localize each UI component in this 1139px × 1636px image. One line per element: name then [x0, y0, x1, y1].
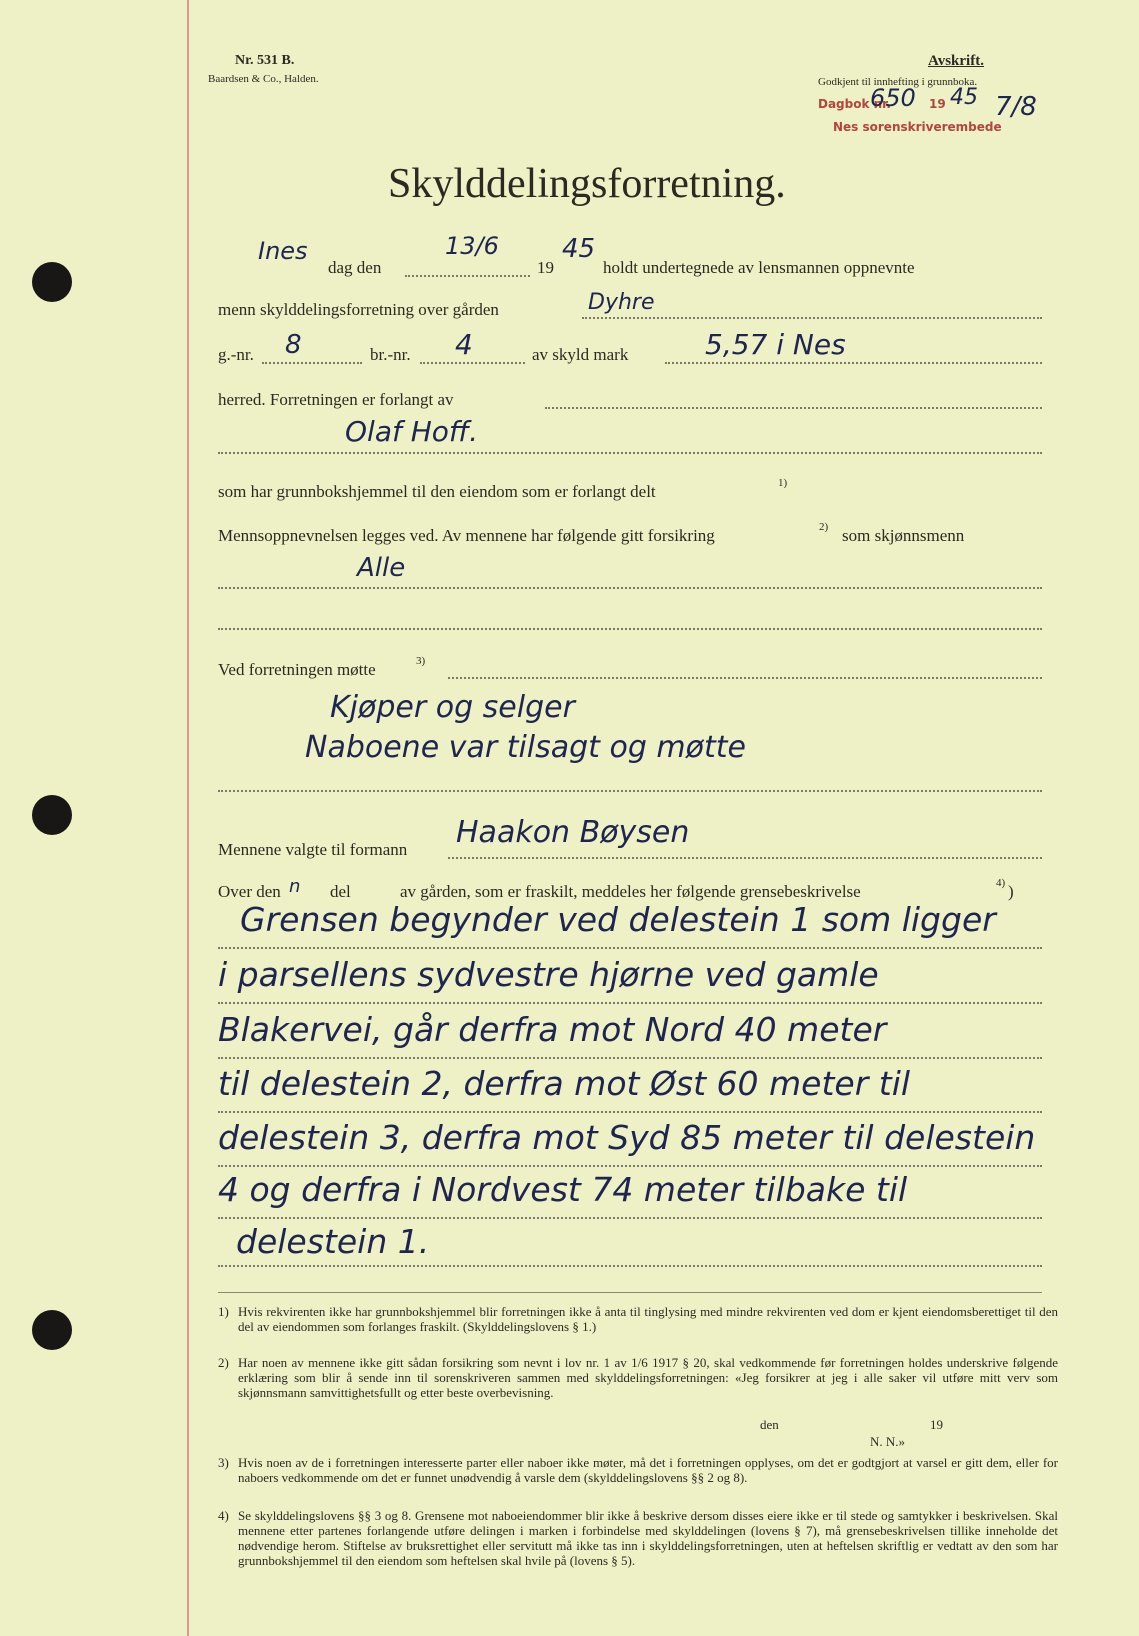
blank-dotted-line — [218, 628, 1042, 630]
boundary-line-3: Blakervei, går derfra mot Nord 40 meter — [218, 1010, 887, 1049]
footnote-ref-4: 4) — [996, 877, 1006, 889]
document-title: Skylddelingsforretning. — [388, 161, 786, 207]
insured-men: Alle — [357, 553, 406, 583]
footnote-1-text: Hvis rekvirenten ikke har grunnbokshjemmel blir forretningen ikke å anta til tinglysing med mindre rekvirenten ved dom er kjent eiendomsberettiget til den del av eiendommen som forlanges fraskilt. (Skylddelingslovens § 1.) — [238, 1304, 1058, 1334]
skyld-dotted-line — [665, 362, 1042, 364]
boundary-line-7: delestein 1. — [236, 1222, 430, 1261]
label-skyld: av skyld mark — [532, 345, 629, 364]
footnote-ref-1: 1) — [778, 477, 788, 489]
label-hjemmel: som har grunnbokshjemmel til den eiendom som er forlangt delt — [218, 482, 656, 501]
footnote-2-19: 19 — [930, 1417, 943, 1432]
label-brnr: br.-nr. — [370, 345, 411, 364]
label-holdt: holdt undertegnede av lensmannen oppnevnte — [603, 258, 915, 277]
label-del: del — [330, 882, 351, 901]
footnote-2-number: 2) — [218, 1355, 229, 1370]
attended-dotted-line — [448, 677, 1042, 679]
date: 13/6 — [445, 232, 499, 260]
gnr-dotted-line — [262, 362, 362, 364]
attended-line1: Kjøper og selger — [330, 690, 575, 725]
day-text: Ines — [258, 237, 308, 265]
brnr-dotted-line — [420, 362, 525, 364]
form-number: Nr. 531 B. — [235, 53, 295, 68]
footnote-3-text: Hvis noen av de i forretningen interesserte parter eller naboer ikke møter, må det i forretningen opplyses, om det er godtgjort at varsel er gitt dem, eller for naboers vedkommende om det er funnet unødvendig å varsle dem (skylddelingslovens §§ 2 og 8). — [238, 1455, 1058, 1485]
boundary-dotted-line — [218, 1111, 1042, 1113]
brnr: 4 — [455, 328, 473, 361]
label-formann: Mennene valgte til formann — [218, 840, 408, 859]
label-oppnevnelse: Mennsoppnevnelsen legges ved. Av mennene har følgende gitt forsikring — [218, 526, 715, 545]
boundary-dotted-line — [218, 1002, 1042, 1004]
skyld: 5,57 i Nes — [705, 328, 846, 361]
footnote-2-signature: N. N.» — [870, 1434, 906, 1449]
label-skjonnsmenn: som skjønnsmenn — [842, 526, 965, 545]
margin-line — [187, 0, 189, 1636]
label-menn: menn skylddelingsforretning over gården — [218, 300, 499, 319]
label-mote: Ved forretningen møtte — [218, 660, 376, 679]
footnote-ref-3: 3) — [416, 655, 426, 667]
footnote-4-text: Se skylddelingslovens §§ 3 og 8. Grensene mot naboeiendommer blir ikke å beskrive dersom disses eiere ikke er til stede og samtykker i beskrivelsen. Skal mennene etter partenes forlangende utføre delingen i marken i forbindelse med skylddelingen (lovens § 7), må grensebeskrivelsen tillike inneholde det nødvendige herom. Stiftelse av bruksrettighet eller servitutt må ikke tas inn i skylddelingsforretningen, uten at heftelsen skriftlig er vedtatt av den som har grunnbokshjemmel til den eiendom som heftelsen skal hvile på (lovens § 5). — [238, 1508, 1058, 1568]
farm: Dyhre — [588, 290, 655, 315]
label-gnr: g.-nr. — [218, 345, 254, 364]
boundary-line-2: i parsellens sydvestre hjørne ved gamle — [218, 955, 879, 994]
label-herred: herred. Forretningen er forlangt av — [218, 390, 454, 409]
gnr: 8 — [285, 330, 302, 360]
date-dotted-line — [405, 275, 530, 277]
boundary-dotted-line — [218, 947, 1042, 949]
farm-dotted-line — [582, 317, 1042, 319]
year: 45 — [562, 234, 596, 264]
chairman-dotted-line — [448, 857, 1042, 859]
chairman: Haakon Bøysen — [456, 815, 690, 850]
footnote-separator — [218, 1292, 1042, 1293]
stamp-year: 45 — [950, 85, 978, 110]
footnote-2 — [218, 1355, 1058, 1419]
label-grense: av gården, som er fraskilt, meddeles her følgende grensebeskrivelse — [400, 882, 861, 901]
stamp-year-prefix: 19 — [929, 97, 946, 111]
attended-line2: Naboene var tilsagt og møtte — [305, 730, 746, 765]
attended-dotted-line-2 — [218, 790, 1042, 792]
over-hand: n — [289, 876, 301, 897]
stamp-date: 7/8 — [995, 92, 1037, 122]
label-dag-den: dag den — [328, 258, 382, 277]
footnote-3-number: 3) — [218, 1455, 229, 1470]
requested-by: Olaf Hoff. — [345, 415, 479, 448]
boundary-line-4: til delestein 2, derfra mot Øst 60 meter til — [218, 1064, 911, 1103]
footnote-ref-2: 2) — [819, 521, 829, 533]
footnote-4-number: 4) — [218, 1508, 229, 1523]
boundary-line-5: delestein 3, derfra mot Syd 85 meter til delestein — [218, 1118, 1036, 1157]
footnote-2-den: den — [760, 1417, 779, 1432]
punch-hole — [32, 1310, 72, 1350]
boundary-dotted-line — [218, 1057, 1042, 1059]
requester-dotted-line — [218, 452, 1042, 454]
publisher: Baardsen & Co., Halden. — [208, 73, 319, 85]
stamp-line1: Dagbok nr. — [818, 97, 891, 111]
label-over: Over den — [218, 882, 281, 901]
footnote-2-text: Har noen av mennene ikke gitt sådan forsikring som nevnt i lov nr. 1 av 1/6 1917 § 20, skal vedkommende før forretningen holdes underskrive følgende erklæring som blir å sende inn til sorenskriveren sammen med skylddelingsforretningen: «Jeg forsikrer at jeg i alle saker vil utføre mitt verv som skjønnsmann samvittighetsfullt og etter beste overbevisning. — [238, 1355, 1058, 1400]
label-year-prefix: 19 — [537, 258, 554, 277]
herred-dotted-line — [545, 407, 1042, 409]
insured-dotted-line — [218, 587, 1042, 589]
punch-hole — [32, 795, 72, 835]
stamp-number: 650 — [870, 84, 916, 112]
boundary-dotted-line — [218, 1217, 1042, 1219]
copy-label: Avskrift. — [928, 53, 984, 69]
stamp-line2: Nes sorenskriverembede — [833, 120, 1002, 134]
boundary-line-6: 4 og derfra i Nordvest 74 meter tilbake til — [218, 1170, 908, 1209]
boundary-dotted-line — [218, 1165, 1042, 1167]
punch-hole — [32, 262, 72, 302]
approved-text: Godkjent til innhefting i grunnboka. — [818, 76, 978, 88]
grense-period: ) — [1008, 882, 1014, 901]
footnote-1-number: 1) — [218, 1304, 229, 1319]
boundary-line-1: Grensen begynder ved delestein 1 som ligger — [240, 900, 996, 939]
boundary-dotted-line — [218, 1265, 1042, 1267]
